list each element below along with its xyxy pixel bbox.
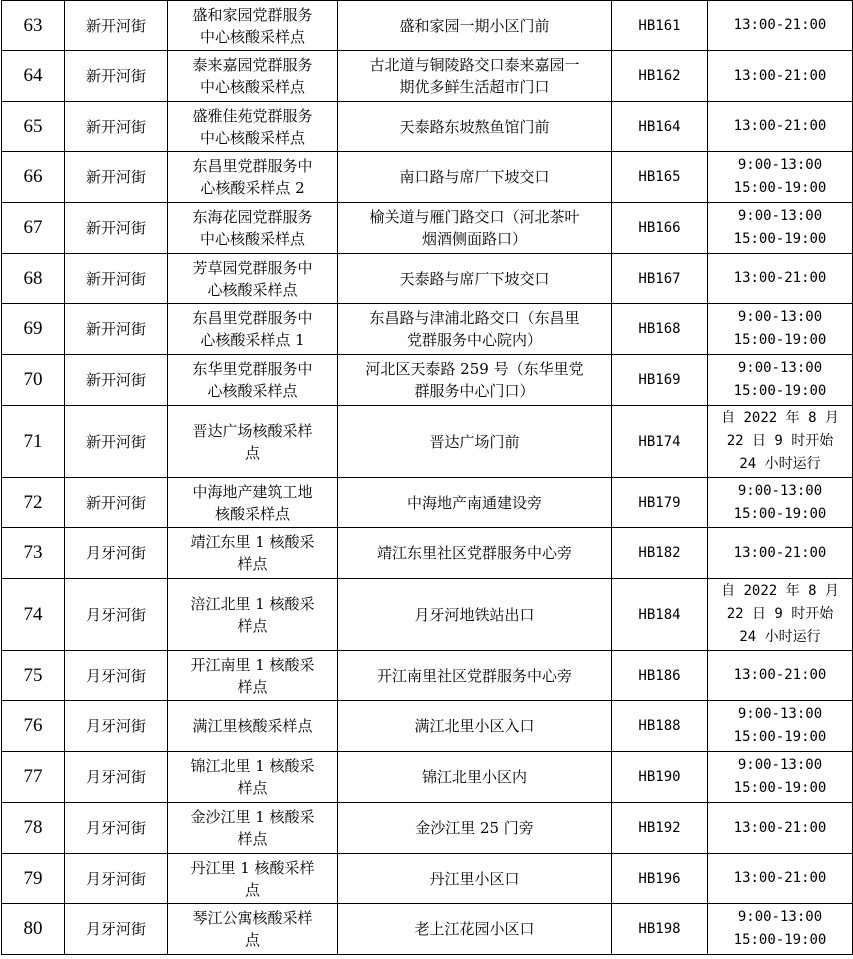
row-number: 70: [2, 355, 65, 406]
service-hours: [708, 752, 853, 803]
service-hours-line: 9:00-13:00: [737, 706, 823, 722]
service-hours: [708, 701, 853, 752]
service-hours-line: 15:00-19:00: [733, 505, 827, 522]
service-hours-line: 9:00-13:00: [737, 157, 823, 173]
street-name: 月牙河街: [65, 579, 168, 651]
table-row: [2, 579, 853, 651]
table-row: [2, 152, 853, 203]
service-hours-line: 13:00-21:00: [733, 118, 827, 134]
site-name-line: 中海地产建筑工地: [192, 482, 313, 501]
service-hours: [708, 406, 853, 478]
table-row: [2, 304, 853, 355]
service-hours: [708, 478, 853, 528]
site-name: [168, 651, 338, 701]
site-code: HB162: [612, 51, 708, 102]
site-name-line: 锦江北里 1 核酸采: [190, 757, 315, 775]
site-code: HB165: [612, 152, 708, 203]
site-name-line: 晋达广场核酸采样: [192, 421, 313, 440]
street-name: 新开河街: [65, 102, 168, 152]
site-address: [338, 752, 612, 803]
site-address: [338, 528, 612, 579]
site-name: [168, 102, 338, 152]
site-code: HB169: [612, 355, 708, 406]
site-name-line: 金沙江里 1 核酸采: [190, 808, 315, 826]
site-address: [338, 1, 612, 51]
service-hours: [708, 528, 853, 579]
site-name-line: 中心核酸采样点: [199, 78, 305, 96]
site-code: HB174: [612, 406, 708, 478]
site-address-line: 开江南里社区党群服务中心旁: [376, 666, 572, 685]
service-hours-line: 15:00-19:00: [733, 231, 827, 247]
site-name: [168, 51, 338, 102]
street-name: 月牙河街: [65, 904, 168, 955]
site-address-line: 老上江花园小区口: [414, 920, 535, 938]
site-name-line: 核酸采样点: [214, 504, 290, 523]
street-name: 月牙河街: [65, 528, 168, 579]
site-address-line: 期优多鲜生活超市门口: [399, 78, 550, 96]
row-number: 64: [2, 51, 65, 102]
street-name: 月牙河街: [65, 701, 168, 752]
site-code: HB190: [612, 752, 708, 803]
service-hours-line: 9:00-13:00: [737, 757, 823, 773]
row-number: 77: [2, 752, 65, 803]
service-hours-line: 9:00-13:00: [737, 309, 823, 325]
table-row: [2, 701, 853, 752]
service-hours-line: 15:00-19:00: [733, 180, 827, 196]
site-address-line: 天泰路与席厂下坡交口: [399, 269, 550, 288]
site-address-line: 天泰路东坡熬鱼馆门前: [399, 117, 550, 136]
service-hours: [708, 51, 853, 102]
table-row: [2, 904, 853, 955]
site-address-line: 月牙河地铁站出口: [414, 605, 535, 624]
street-name: 新开河街: [65, 254, 168, 304]
site-name-line: 琴江公寓核酸采样: [192, 909, 313, 927]
row-number: 76: [2, 701, 65, 752]
site-name-line: 盛和家园党群服务: [192, 5, 313, 24]
site-code: HB168: [612, 304, 708, 355]
table-row: [2, 803, 853, 854]
site-code: HB184: [612, 579, 708, 651]
site-name: [168, 304, 338, 355]
service-hours-line: 24 小时运行: [739, 456, 821, 472]
service-hours-line: 13:00-21:00: [733, 667, 827, 683]
table-row: [2, 752, 853, 803]
service-hours: [708, 854, 853, 904]
site-name-line: 芳草园党群服务中: [192, 258, 313, 277]
service-hours-line: 15:00-19:00: [733, 932, 827, 948]
site-address-line: 盛和家园一期小区门前: [399, 16, 550, 35]
site-address: [338, 854, 612, 904]
service-hours-line: 9:00-13:00: [737, 482, 823, 499]
site-address-line: 河北区天泰路 259 号（东华里党: [365, 360, 584, 378]
site-code: HB188: [612, 701, 708, 752]
service-hours: [708, 904, 853, 955]
row-number: 72: [2, 478, 65, 528]
service-hours-line: 9:00-13:00: [737, 360, 823, 376]
street-name: 月牙河街: [65, 803, 168, 854]
service-hours-line: 15:00-19:00: [733, 729, 827, 745]
site-name: [168, 355, 338, 406]
service-hours-line: 自 2022 年 8 月: [721, 410, 839, 426]
site-name-line: 点: [244, 931, 260, 949]
site-address: [338, 701, 612, 752]
site-address-line: 党群服务中心院内）: [406, 331, 542, 349]
sampling-sites-table: [1, 0, 853, 955]
street-name: 新开河街: [65, 478, 168, 528]
service-hours-line: 13:00-21:00: [733, 870, 827, 886]
site-address: [338, 203, 612, 254]
table-body: [2, 1, 853, 955]
site-code: HB198: [612, 904, 708, 955]
service-hours-line: 13:00-21:00: [733, 819, 827, 836]
site-code: HB164: [612, 102, 708, 152]
site-name-line: 样点: [237, 830, 268, 848]
site-name-line: 心核酸采样点 1: [200, 331, 305, 349]
site-name-line: 东昌里党群服务中: [192, 309, 313, 327]
site-name-line: 样点: [237, 616, 268, 635]
table-row: [2, 355, 853, 406]
site-name: [168, 152, 338, 203]
site-code: HB192: [612, 803, 708, 854]
site-name-line: 中心核酸采样点: [199, 27, 305, 46]
service-hours: [708, 254, 853, 304]
site-name: [168, 579, 338, 651]
site-address: [338, 803, 612, 854]
service-hours-line: 13:00-21:00: [733, 67, 827, 84]
service-hours-line: 15:00-19:00: [733, 780, 827, 796]
service-hours-line: 13:00-21:00: [733, 544, 827, 561]
service-hours: [708, 102, 853, 152]
service-hours: [708, 579, 853, 651]
site-name: [168, 752, 338, 803]
site-address-line: 东昌路与津浦北路交口（东昌里: [369, 309, 580, 327]
table-row: [2, 406, 853, 478]
site-address-line: 烟酒侧面路口）: [421, 230, 527, 248]
row-number: 73: [2, 528, 65, 579]
site-code: HB167: [612, 254, 708, 304]
site-name: [168, 478, 338, 528]
row-number: 71: [2, 406, 65, 478]
site-name: [168, 701, 338, 752]
service-hours: [708, 1, 853, 51]
site-name-line: 心核酸采样点: [207, 382, 298, 400]
service-hours-line: 15:00-19:00: [733, 383, 827, 399]
site-code: HB186: [612, 651, 708, 701]
site-name-line: 东海花园党群服务: [192, 208, 313, 226]
service-hours: [708, 304, 853, 355]
table-row: [2, 254, 853, 304]
service-hours-line: 13:00-21:00: [733, 17, 827, 33]
row-number: 67: [2, 203, 65, 254]
site-name-line: 样点: [237, 677, 268, 696]
site-address-line: 丹江里小区口: [429, 869, 520, 888]
table-row: [2, 854, 853, 904]
site-name-line: 样点: [237, 779, 268, 797]
site-address: [338, 406, 612, 478]
site-code: HB196: [612, 854, 708, 904]
site-code: HB182: [612, 528, 708, 579]
site-name-line: 丹江里 1 核酸采样: [190, 858, 315, 877]
service-hours-line: 9:00-13:00: [737, 208, 823, 224]
service-hours-line: 24 小时运行: [739, 629, 821, 645]
row-number: 68: [2, 254, 65, 304]
table-row: [2, 528, 853, 579]
service-hours: [708, 651, 853, 701]
site-code: HB161: [612, 1, 708, 51]
site-name-line: 中心核酸采样点: [199, 230, 305, 248]
service-hours-line: 9:00-13:00: [737, 909, 823, 925]
site-name-line: 满江里核酸采样点: [192, 717, 313, 735]
service-hours-line: 15:00-19:00: [733, 332, 827, 348]
row-number: 78: [2, 803, 65, 854]
site-name-line: 样点: [237, 555, 268, 573]
table-row: [2, 651, 853, 701]
street-name: 新开河街: [65, 304, 168, 355]
row-number: 69: [2, 304, 65, 355]
site-address: [338, 478, 612, 528]
service-hours-line: 13:00-21:00: [733, 270, 827, 286]
site-address-line: 古北道与铜陵路交口泰来嘉园一: [369, 56, 580, 74]
site-name-line: 东华里党群服务中: [192, 360, 313, 378]
service-hours: [708, 152, 853, 203]
site-address: [338, 355, 612, 406]
site-name-line: 中心核酸采样点: [199, 128, 305, 147]
street-name: 新开河街: [65, 1, 168, 51]
street-name: 月牙河街: [65, 651, 168, 701]
street-name: 新开河街: [65, 355, 168, 406]
street-name: 新开河街: [65, 152, 168, 203]
site-address: [338, 254, 612, 304]
site-name-line: 盛雅佳苑党群服务: [192, 106, 313, 125]
site-address-line: 锦江北里小区内: [421, 768, 527, 786]
table-row: [2, 102, 853, 152]
service-hours-line: 自 2022 年 8 月: [721, 583, 839, 599]
service-hours-line: 22 日 9 时开始: [726, 433, 834, 449]
street-name: 新开河街: [65, 406, 168, 478]
site-address-line: 南口路与席厂下坡交口: [399, 168, 550, 186]
site-name-line: 涪江北里 1 核酸采: [190, 594, 315, 613]
site-name-line: 开江南里 1 核酸采: [190, 655, 315, 674]
site-name-line: 泰来嘉园党群服务: [192, 56, 313, 74]
site-name-line: 靖江东里 1 核酸采: [190, 533, 315, 551]
service-hours-line: 22 日 9 时开始: [726, 606, 834, 622]
row-number: 79: [2, 854, 65, 904]
service-hours: [708, 803, 853, 854]
street-name: 月牙河街: [65, 752, 168, 803]
site-address-line: 中海地产南通建设旁: [406, 493, 542, 512]
site-name: [168, 203, 338, 254]
row-number: 75: [2, 651, 65, 701]
street-name: 新开河街: [65, 203, 168, 254]
row-number: 66: [2, 152, 65, 203]
site-code: HB179: [612, 478, 708, 528]
table-row: [2, 478, 853, 528]
site-name-line: 点: [244, 443, 260, 462]
site-name-line: 心核酸采样点 2: [200, 179, 305, 197]
site-name-line: 东昌里党群服务中: [192, 157, 313, 175]
site-name: [168, 406, 338, 478]
row-number: 63: [2, 1, 65, 51]
site-address: [338, 152, 612, 203]
site-address-line: 晋达广场门前: [429, 432, 520, 451]
site-name: [168, 1, 338, 51]
site-name: [168, 254, 338, 304]
site-address-line: 金沙江里 25 门旁: [415, 819, 534, 837]
site-address-line: 群服务中心门口）: [414, 382, 535, 400]
site-address-line: 靖江东里社区党群服务中心旁: [376, 544, 572, 562]
site-address: [338, 304, 612, 355]
site-address: [338, 651, 612, 701]
service-hours: [708, 203, 853, 254]
row-number: 74: [2, 579, 65, 651]
table-row: [2, 1, 853, 51]
street-name: 新开河街: [65, 51, 168, 102]
site-address-line: 满江北里小区入口: [414, 717, 535, 735]
site-address: [338, 904, 612, 955]
site-name: [168, 803, 338, 854]
site-code: HB166: [612, 203, 708, 254]
site-name: [168, 528, 338, 579]
site-name: [168, 854, 338, 904]
table-row: [2, 51, 853, 102]
table-row: [2, 203, 853, 254]
site-name-line: 心核酸采样点: [207, 280, 298, 299]
street-name: 月牙河街: [65, 854, 168, 904]
row-number: 65: [2, 102, 65, 152]
site-name: [168, 904, 338, 955]
site-address-line: 榆关道与雁门路交口（河北茶叶: [369, 208, 580, 226]
row-number: 80: [2, 904, 65, 955]
site-address: [338, 579, 612, 651]
site-address: [338, 51, 612, 102]
site-address: [338, 102, 612, 152]
service-hours: [708, 355, 853, 406]
site-name-line: 点: [244, 880, 260, 899]
